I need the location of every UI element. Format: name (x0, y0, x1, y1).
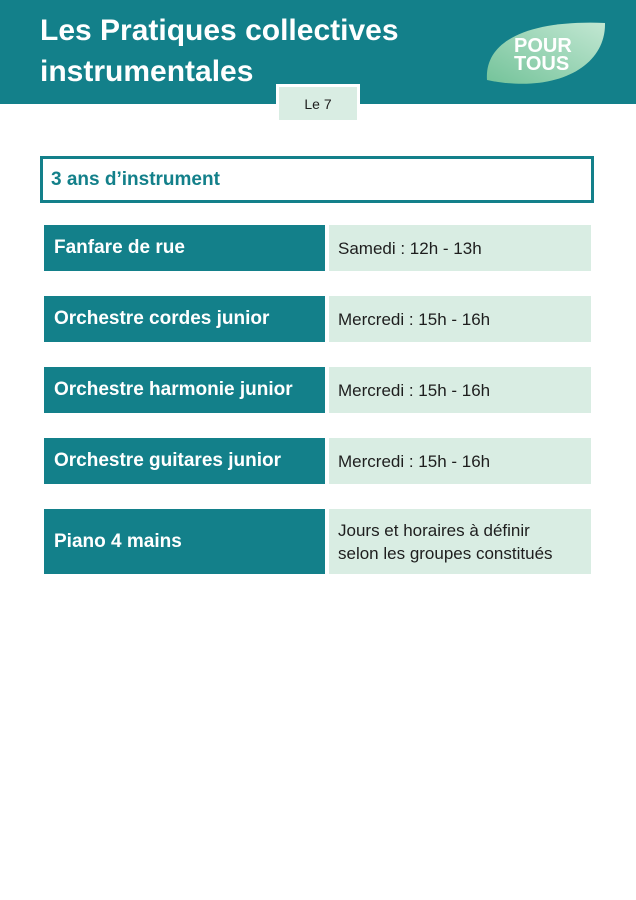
schedule-line: Samedi : 12h - 13h (338, 238, 482, 258)
schedule-line: Mercredi : 15h - 16h (338, 309, 491, 329)
logo-wordmark (514, 37, 572, 73)
activity-name: Piano 4 mains (44, 509, 325, 574)
activity-schedule (329, 296, 591, 342)
schedule-line: Mercredi : 15h - 16h (338, 451, 491, 471)
schedule-line: selon les groupes constitués (338, 543, 553, 563)
schedule-line: Mercredi : 15h - 16h (338, 380, 491, 400)
activity-list (44, 225, 591, 599)
activity-schedule (329, 509, 591, 574)
pour-tous-logo (484, 18, 608, 86)
activity-schedule (329, 438, 591, 484)
activity-schedule (329, 225, 591, 271)
activity-name: Orchestre guitares junior (44, 438, 325, 484)
activity-name: Orchestre harmonie junior (44, 367, 325, 413)
activity-schedule (329, 367, 591, 413)
page-title: Les Pratiques collectives instrumentales (40, 14, 399, 88)
level-heading-label: 3 ans d’instrument (51, 168, 220, 190)
activity-row (44, 225, 591, 271)
activity-name: Fanfare de rue (44, 225, 325, 271)
activity-name: Orchestre cordes junior (44, 296, 325, 342)
schedule-line: Jours et horaires à définir (338, 520, 530, 540)
logo-line: TOUS (514, 53, 570, 75)
activity-row (44, 296, 591, 342)
date-tab (276, 84, 360, 123)
activity-row (44, 367, 591, 413)
activity-row (44, 438, 591, 484)
logo-line: POUR (514, 35, 572, 57)
date-tab-label: Le 7 (304, 95, 332, 112)
level-heading (40, 156, 594, 203)
activity-row (44, 509, 591, 574)
